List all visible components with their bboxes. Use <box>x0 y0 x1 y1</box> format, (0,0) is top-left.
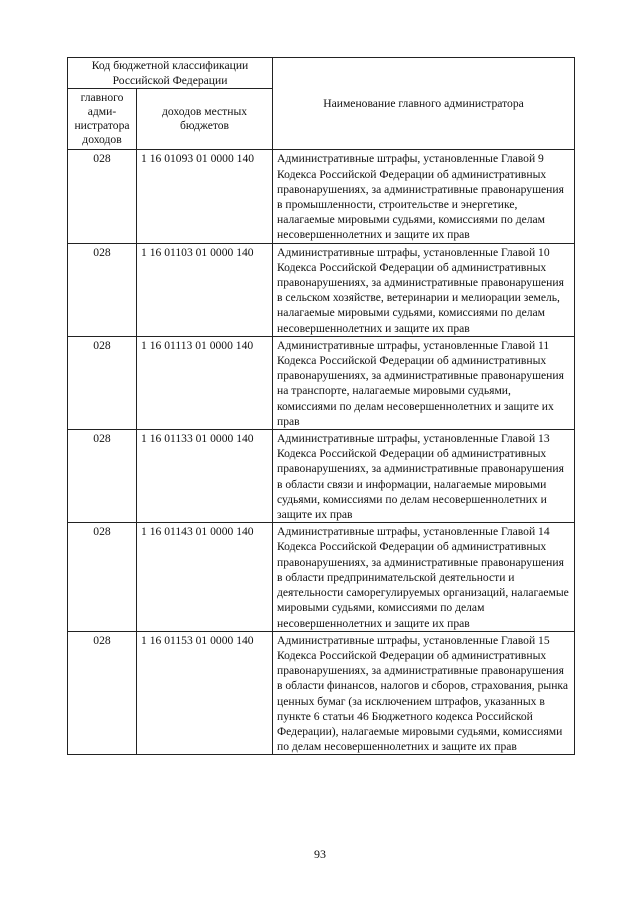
kbk-code-cell: 1 16 01153 01 0000 140 <box>137 631 273 755</box>
administrator-name-cell: Административные штрафы, установленные Главой 14 Кодекса Российской Федерации об административных правонарушениях, за административные правонарушения в области предпринимательской деятельности и деятельности саморегулируемых организаций, налагаемые мировыми судьями, комиссиями по делам несовершеннолетних и защите их прав <box>273 523 575 631</box>
administrator-name-cell: Административные штрафы, установленные Главой 11 Кодекса Российской Федерации об административных правонарушениях, за административные правонарушения на транспорте, налагаемые мировыми судьями, комиссиями по делам несовершеннолетних и защите их прав <box>273 336 575 429</box>
table-row <box>68 523 575 631</box>
table-row <box>68 336 575 429</box>
kbk-code-cell: 1 16 01093 01 0000 140 <box>137 150 273 243</box>
kbk-code-cell: 1 16 01113 01 0000 140 <box>137 336 273 429</box>
header-main-administrator: главного адми-нистратора доходов <box>68 89 137 150</box>
header-budget-classification-code: Код бюджетной классификации Российской Федерации <box>68 58 273 89</box>
kbk-code-cell: 1 16 01103 01 0000 140 <box>137 243 273 336</box>
admin-code-cell: 028 <box>68 631 137 755</box>
table-row <box>68 430 575 523</box>
header-row-top <box>68 58 575 89</box>
admin-code-cell: 028 <box>68 150 137 243</box>
administrator-name-cell: Административные штрафы, установленные Главой 15 Кодекса Российской Федерации об административных правонарушениях, за административные правонарушения в области финансов, налогов и сборов, страхования, рынка ценных бумаг (за исключением штрафов, указанных в пункте 6 статьи 46 Бюджетного кодекса Российской Федерации), налагаемые мировыми судьями, комиссиями по делам несовершеннолетних и защите их прав <box>273 631 575 755</box>
table-header <box>68 58 575 150</box>
administrator-name-cell: Административные штрафы, установленные Главой 9 Кодекса Российской Федерации об административных правонарушениях, за административные правонарушения в промышленности, строительстве и энергетике, налагаемые мировыми судьями, комиссиями по делам несовершеннолетних и защите их прав <box>273 150 575 243</box>
budget-classification-table <box>67 57 575 755</box>
table-row <box>68 631 575 755</box>
administrator-name-cell: Административные штрафы, установленные Главой 13 Кодекса Российской Федерации об административных правонарушениях, за административные правонарушения в области связи и информации, налагаемые мировыми судьями, комиссиями по делам несовершеннолетних и защите их прав <box>273 430 575 523</box>
admin-code-cell: 028 <box>68 430 137 523</box>
header-local-budget-income: доходов местных бюджетов <box>137 89 273 150</box>
page-number: 93 <box>314 847 326 861</box>
admin-code-cell: 028 <box>68 336 137 429</box>
table-row <box>68 243 575 336</box>
administrator-name-cell: Административные штрафы, установленные Главой 10 Кодекса Российской Федерации об административных правонарушениях, за административные правонарушения в сельском хозяйстве, ветеринарии и мелиорации земель, налагаемые мировыми судьями, комиссиями по делам несовершеннолетних и защите их прав <box>273 243 575 336</box>
kbk-code-cell: 1 16 01143 01 0000 140 <box>137 523 273 631</box>
kbk-code-cell: 1 16 01133 01 0000 140 <box>137 430 273 523</box>
table-body <box>68 150 575 755</box>
admin-code-cell: 028 <box>68 243 137 336</box>
admin-code-cell: 028 <box>68 523 137 631</box>
header-administrator-name: Наименование главного администратора <box>273 58 575 150</box>
table-row <box>68 150 575 243</box>
